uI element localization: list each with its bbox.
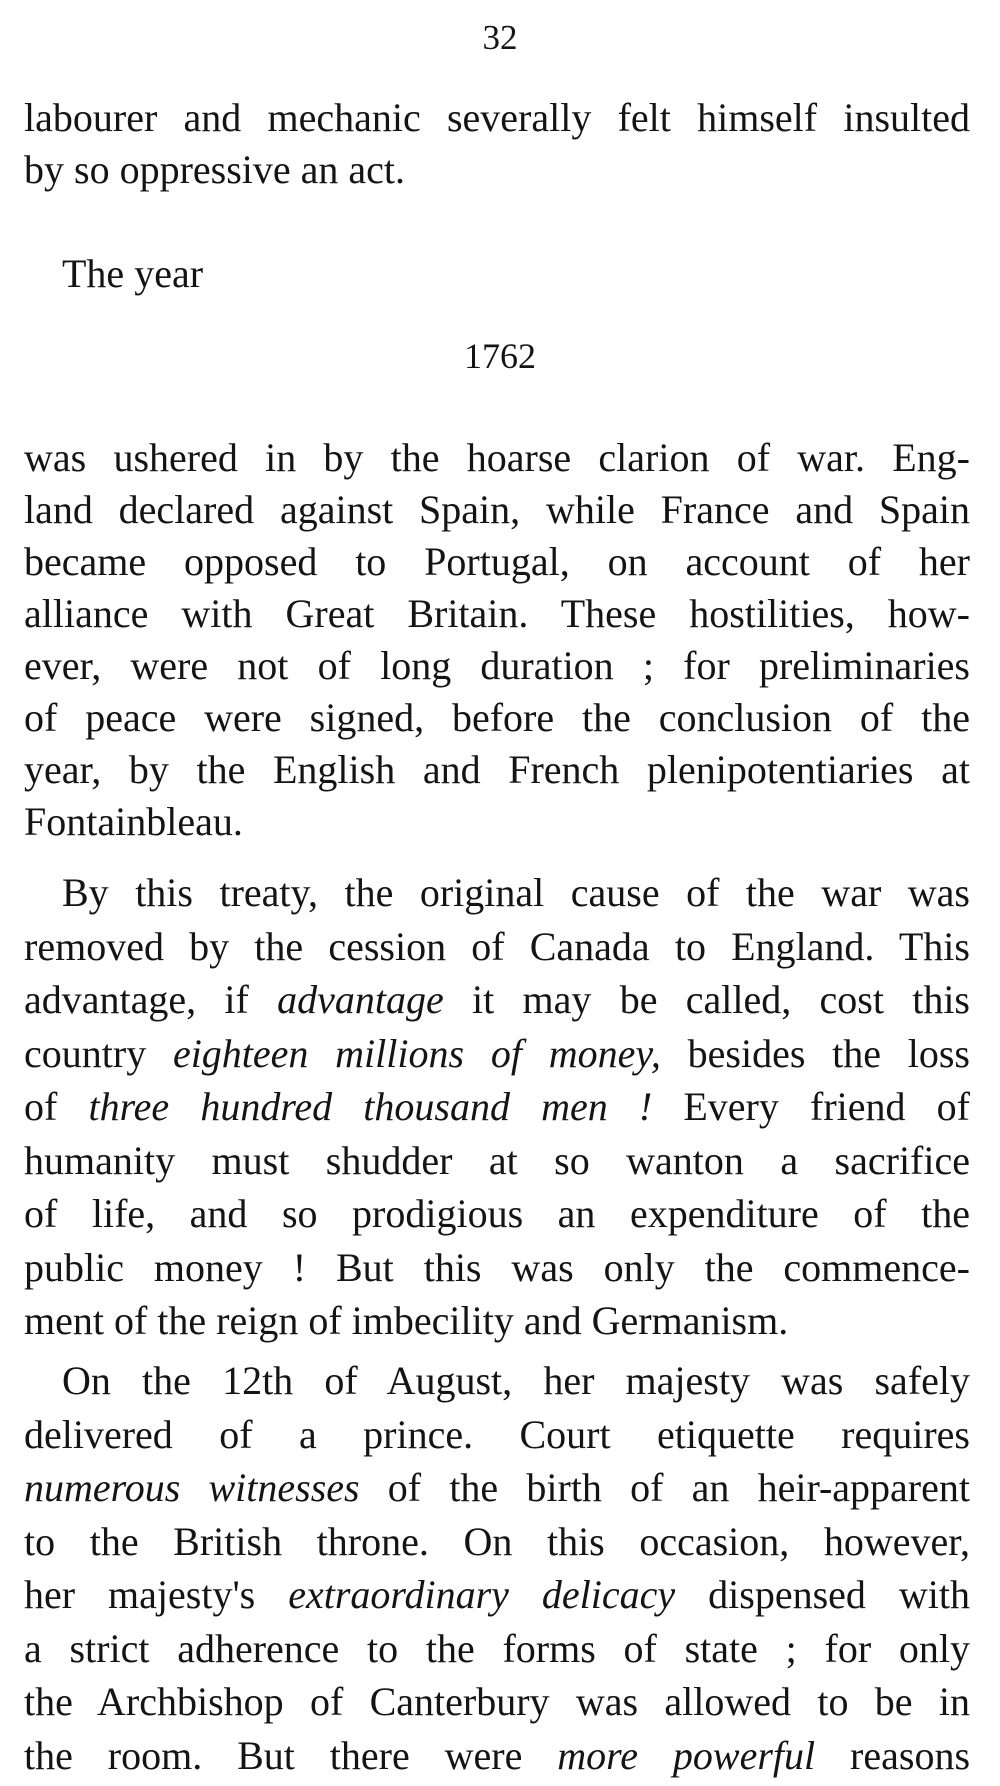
paragraph-prince-birth (24, 1354, 970, 1782)
text-line (24, 1027, 970, 1081)
text-line: was ushered in by the hoarse clarion of war. Eng- (24, 435, 970, 480)
paragraph-treaty (24, 866, 970, 1348)
text-line: The year (62, 251, 204, 296)
text-line: by so oppressive an act. (24, 147, 406, 192)
text-line (24, 973, 970, 1027)
text-segment: country (24, 1030, 173, 1076)
text-segment: it may be called, cost this (443, 977, 970, 1022)
text-line: of peace were signed, before the conclusion of the (24, 695, 970, 740)
text-line: alliance with Great Britain. These hostilities, how- (24, 591, 970, 636)
paragraph-continuation (24, 92, 970, 196)
text-segment: reasons (815, 1732, 971, 1778)
text-line: the Archbishop of Canterbury was allowed to be in (24, 1679, 970, 1724)
text-line: to the British throne. On this occasion, however, (24, 1518, 970, 1564)
text-segment: Every friend of (652, 1084, 970, 1129)
text-line (24, 1729, 970, 1783)
text-line: labourer and mechanic severally felt himself insulted (24, 95, 970, 140)
italic-phrase: three hundred thousand men ! (88, 1084, 653, 1129)
italic-phrase: advantage (277, 977, 444, 1022)
text-segment: dispensed with (675, 1572, 971, 1617)
text-segment: of the birth of an heir-apparent (359, 1465, 970, 1510)
book-page (24, 0, 970, 1786)
italic-phrase: more powerful (557, 1732, 816, 1778)
italic-phrase: eighteen millions of money, (172, 1030, 661, 1076)
text-line: humanity must shudder at so wanton a sacrifice (24, 1137, 970, 1183)
text-line: delivered of a prince. Court etiquette requires (24, 1411, 970, 1457)
text-line: On the 12th of August, her majesty was safely (62, 1358, 970, 1403)
text-line: ever, were not of long duration ; for preliminaries (24, 643, 970, 688)
text-segment: her majesty's (24, 1572, 289, 1617)
text-line: ment of the reign of imbecility and Germanism. (24, 1298, 789, 1343)
text-line: became opposed to Portugal, on account of her (24, 539, 970, 584)
text-line: By this treaty, the original cause of the war was (62, 870, 970, 915)
text-line: of life, and so prodigious an expenditure of the (24, 1191, 970, 1236)
text-line: year, by the English and French plenipotentiaries at (24, 747, 970, 792)
italic-phrase: extraordinary delicacy (288, 1572, 676, 1617)
text-line: a strict adherence to the forms of state ; for only (24, 1625, 970, 1671)
text-line: land declared against Spain, while France and Spain (24, 487, 970, 532)
text-line (24, 1080, 970, 1134)
text-segment: of (24, 1084, 89, 1129)
text-segment: advantage, if (24, 977, 278, 1022)
paragraph-the-year (24, 248, 970, 300)
year-heading: 1762 (464, 336, 536, 376)
text-line (24, 1568, 970, 1622)
paragraph-war-1762 (24, 432, 970, 848)
page-number: 32 (482, 18, 518, 57)
italic-phrase: numerous witnesses (24, 1465, 360, 1510)
text-line: removed by the cession of Canada to England. This (24, 923, 970, 969)
text-line: public money ! But this was only the commence- (24, 1244, 970, 1290)
text-line: Fontainbleau. (24, 799, 243, 844)
text-segment: besides the loss (660, 1030, 971, 1076)
text-line (24, 1461, 970, 1515)
text-segment: the room. But there were (24, 1732, 558, 1778)
